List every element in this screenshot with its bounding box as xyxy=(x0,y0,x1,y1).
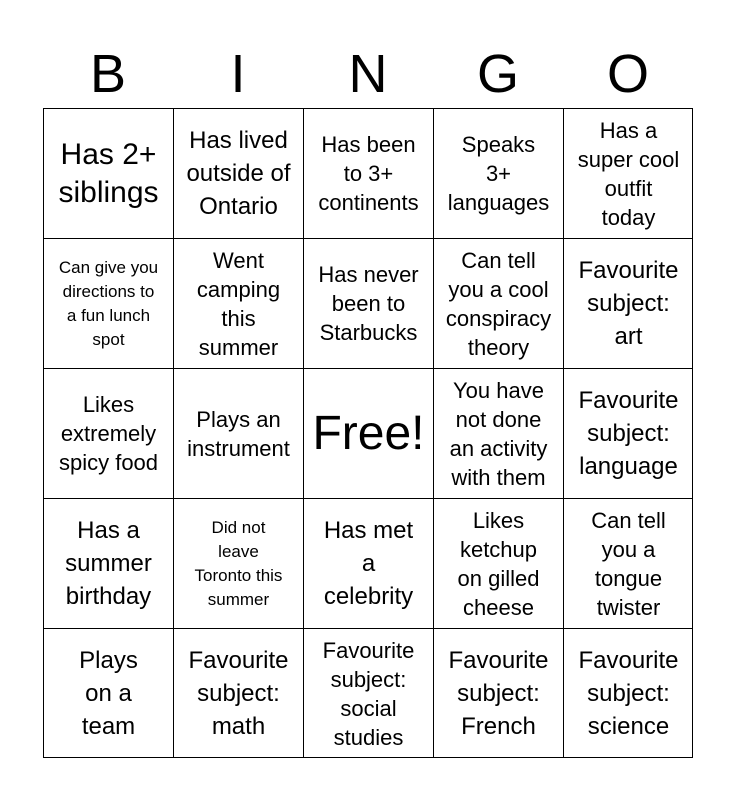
cell-text: Favourite subject: language xyxy=(578,387,679,480)
bingo-cell-b3[interactable] xyxy=(43,368,173,498)
cell-text: Favourite subject: science xyxy=(578,647,679,740)
bingo-cell-i1[interactable] xyxy=(173,108,303,238)
bingo-cell-i4[interactable] xyxy=(173,498,303,628)
bingo-cell-n4[interactable] xyxy=(303,498,433,628)
bingo-cell-g5[interactable] xyxy=(433,628,563,758)
cell-text: Likes extremely spicy food xyxy=(58,392,159,475)
cell-text: Has 2+ siblings xyxy=(58,137,159,209)
cell-text: Has met a celebrity xyxy=(323,517,414,610)
bingo-cell-b1[interactable] xyxy=(43,108,173,238)
bingo-cell-b5[interactable] xyxy=(43,628,173,758)
bingo-cell-i3[interactable] xyxy=(173,368,303,498)
cell-text: You have not done an activity with them xyxy=(449,377,548,490)
bingo-header xyxy=(43,40,693,108)
cell-text: Went camping this summer xyxy=(196,247,281,360)
bingo-cell-o3[interactable] xyxy=(563,368,693,498)
bingo-cell-o4[interactable] xyxy=(563,498,693,628)
cell-text: Favourite subject: French xyxy=(448,647,549,740)
cell-text: Has lived outside of Ontario xyxy=(186,127,291,220)
cell-text: Has never been to Starbucks xyxy=(318,262,419,345)
header-letter-b: B xyxy=(89,44,127,104)
cell-text: Can give you directions to a fun lunch spot xyxy=(58,257,159,349)
cell-text: Favourite subject: social studies xyxy=(322,637,415,750)
bingo-cell-g3[interactable] xyxy=(433,368,563,498)
header-letter-i: I xyxy=(230,44,246,104)
bingo-cell-o2[interactable] xyxy=(563,238,693,368)
bingo-cell-o5[interactable] xyxy=(563,628,693,758)
bingo-cell-i5[interactable] xyxy=(173,628,303,758)
cell-text: Has a summer birthday xyxy=(65,517,152,610)
bingo-cell-n2[interactable] xyxy=(303,238,433,368)
free-space-text: Free! xyxy=(312,406,425,460)
bingo-cell-free[interactable] xyxy=(303,368,433,498)
cell-text: Likes ketchup on gilled cheese xyxy=(457,507,540,620)
bingo-card xyxy=(43,108,693,758)
cell-text: Can tell you a cool conspiracy theory xyxy=(445,247,552,360)
bingo-cell-g2[interactable] xyxy=(433,238,563,368)
bingo-cell-n1[interactable] xyxy=(303,108,433,238)
bingo-cell-g1[interactable] xyxy=(433,108,563,238)
header-letter-n: N xyxy=(348,44,388,104)
cell-text: Plays an instrument xyxy=(187,406,290,461)
cell-text: Did not leave Toronto this summer xyxy=(194,517,283,609)
header-letter-o: O xyxy=(606,44,649,104)
bingo-cell-g4[interactable] xyxy=(433,498,563,628)
cell-text: Can tell you a tongue twister xyxy=(591,507,666,620)
cell-text: Favourite subject: art xyxy=(578,257,679,350)
bingo-cell-o1[interactable] xyxy=(563,108,693,238)
header-letter-g: G xyxy=(476,44,519,104)
bingo-cell-n5[interactable] xyxy=(303,628,433,758)
bingo-cell-b2[interactable] xyxy=(43,238,173,368)
cell-text: Favourite subject: math xyxy=(188,647,289,740)
cell-text: Speaks 3+ languages xyxy=(447,132,550,215)
cell-text: Plays on a team xyxy=(79,647,138,740)
bingo-cell-b4[interactable] xyxy=(43,498,173,628)
bingo-cell-i2[interactable] xyxy=(173,238,303,368)
cell-text: Has been to 3+ continents xyxy=(318,132,419,215)
cell-text: Has a super cool outfit today xyxy=(577,117,680,230)
